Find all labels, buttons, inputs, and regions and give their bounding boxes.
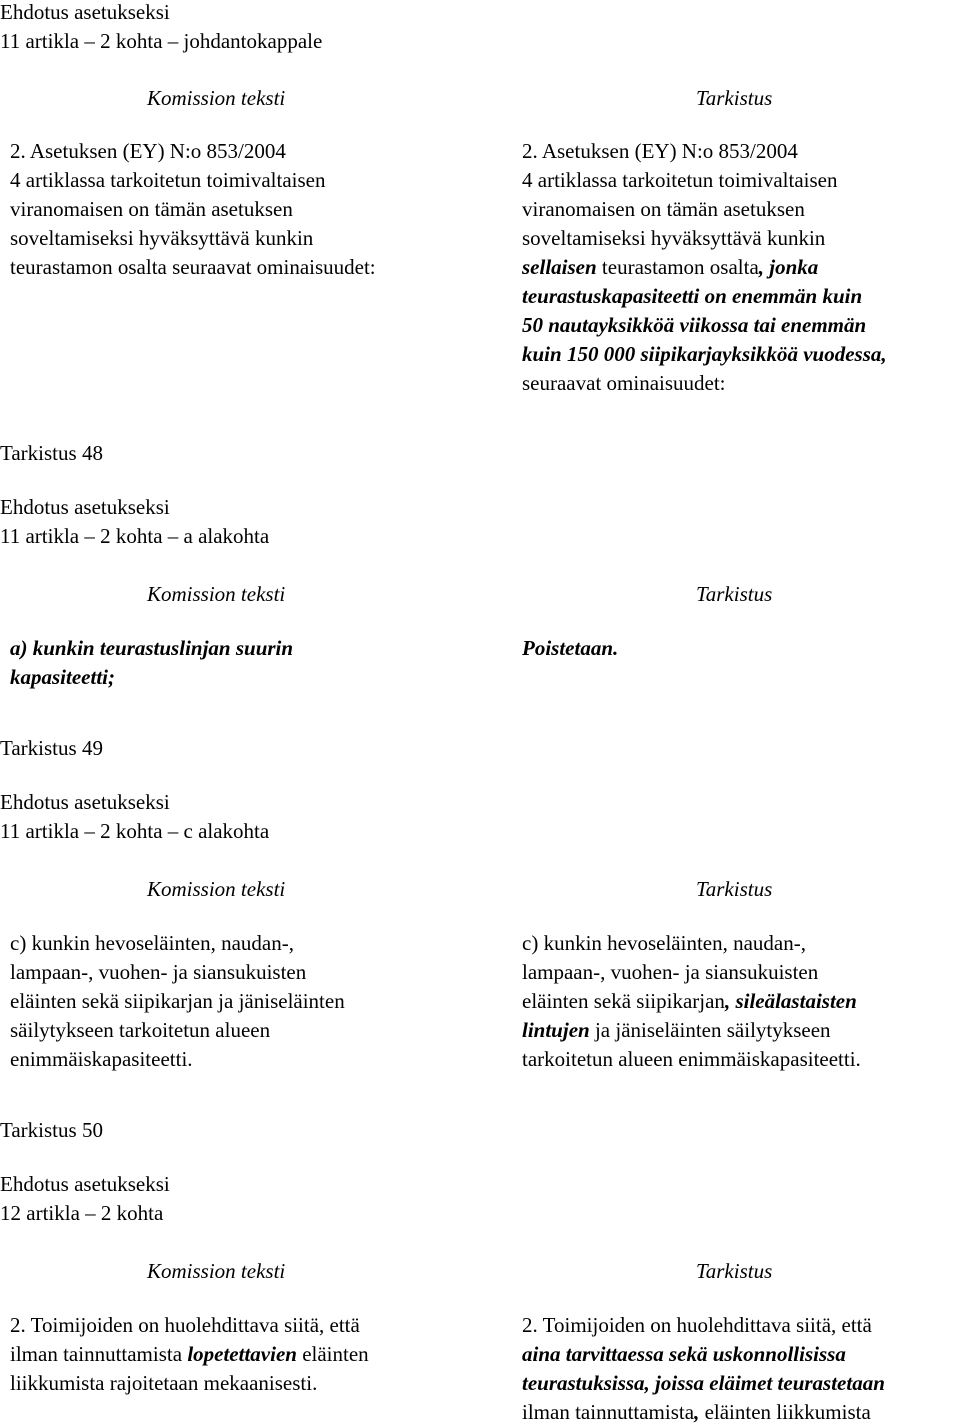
text-line — [522, 1311, 885, 1340]
text-segment: ilman tainnuttamista — [522, 1400, 695, 1424]
amended-text: Poistetaan. — [522, 636, 619, 660]
proposal-title: Ehdotus asetukseksi — [0, 790, 170, 814]
text-line — [522, 282, 887, 311]
text-segment: liikkumista rajoitetaan mekaanisesti. — [10, 1371, 318, 1395]
text-line — [10, 663, 293, 692]
text-segment: eläinten sekä siipikarjan — [522, 989, 725, 1013]
amended-text: teurastuksissa, joissa eläimet teurastetaan — [522, 1371, 885, 1395]
text-segment: 4 artiklassa tarkoitetun toimivaltaisen — [522, 168, 838, 192]
text-line: 2. Asetuksen (EY) N:o 853/2004 — [10, 139, 286, 163]
block2-subheader — [0, 493, 269, 551]
commission-text-header: Komission teksti — [147, 582, 286, 606]
text-line: säilytykseen tarkoitetun alueen — [10, 1018, 271, 1042]
text-line — [10, 1311, 369, 1340]
text-line: soveltamiseksi hyväksyttävä kunkin — [10, 226, 314, 250]
proposal-title: Ehdotus asetukseksi — [0, 0, 170, 24]
amendment-header: Tarkistus — [696, 877, 773, 901]
block3-header — [0, 734, 103, 763]
text-segment: seuraavat ominaisuudet: — [522, 371, 726, 395]
text-segment: viranomaisen on tämän asetuksen — [522, 197, 805, 221]
amended-text: , jonka — [758, 255, 819, 279]
amended-text: a) kunkin teurastuslinjan suurin — [10, 636, 294, 660]
commission-text-column — [10, 929, 345, 1074]
amended-text: kuin 150 000 siipikarjayksikköä vuodessa, — [522, 342, 887, 366]
text-line — [522, 1398, 885, 1427]
text-line — [522, 137, 887, 166]
text-line — [522, 195, 887, 224]
text-segment: soveltamiseksi hyväksyttävä kunkin — [522, 226, 826, 250]
amendment-header: Tarkistus — [696, 582, 773, 606]
amendment-text-column — [522, 137, 887, 398]
commission-text-column — [10, 634, 293, 692]
text-segment: c) kunkin hevoseläinten, naudan-, — [522, 931, 806, 955]
amendment-text-column — [522, 1311, 885, 1427]
text-line — [10, 1369, 369, 1398]
text-line — [522, 224, 887, 253]
text-line: lampaan-, vuohen- ja siansukuisten — [10, 960, 307, 984]
text-line — [522, 1016, 861, 1045]
amended-text: 50 nautayksikköä viikossa tai enemmän — [522, 313, 867, 337]
text-segment: 2. Toimijoiden on huolehdittava siitä, että — [522, 1313, 872, 1337]
text-line — [522, 253, 887, 282]
block4-header — [0, 1116, 103, 1145]
text-segment: teurastamon osalta — [596, 255, 759, 279]
block1-header — [0, 0, 322, 56]
text-segment: 2. Asetuksen (EY) N:o 853/2004 — [522, 139, 798, 163]
text-line — [522, 311, 887, 340]
amendment-header: Tarkistus — [696, 1259, 773, 1283]
article-reference: 12 artikla – 2 kohta — [0, 1201, 164, 1225]
text-segment: lampaan-, vuohen- ja siansukuisten — [522, 960, 819, 984]
text-segment: ja jäniseläinten säilytykseen — [589, 1018, 831, 1042]
commission-text-column — [10, 137, 376, 282]
text-line — [522, 1340, 885, 1369]
amended-text: , sileälastaisten — [724, 989, 857, 1013]
proposal-title: Ehdotus asetukseksi — [0, 495, 170, 519]
text-line — [522, 340, 887, 369]
text-line — [10, 1340, 369, 1369]
amended-text: teurastuskapasiteetti on enemmän kuin — [522, 284, 863, 308]
text-line: viranomaisen on tämän asetuksen — [10, 197, 293, 221]
block3-subheader — [0, 788, 269, 846]
amendment-text-column — [522, 929, 861, 1074]
amendment-number: Tarkistus 49 — [0, 736, 103, 760]
article-reference: 11 artikla – 2 kohta – c alakohta — [0, 819, 270, 843]
amendment-number: Tarkistus 50 — [0, 1118, 103, 1142]
text-line — [522, 987, 861, 1016]
text-line — [10, 634, 293, 663]
amended-text: lopetettavien — [187, 1342, 297, 1366]
text-line — [522, 166, 887, 195]
text-line — [522, 958, 861, 987]
text-line: 4 artiklassa tarkoitetun toimivaltaisen — [10, 168, 326, 192]
text-line: eläinten sekä siipikarjan ja jäniseläinten — [10, 989, 345, 1013]
commission-text-header: Komission teksti — [147, 86, 286, 110]
amendment-header: Tarkistus — [696, 86, 773, 110]
text-line — [522, 1369, 885, 1398]
block2-header — [0, 439, 103, 468]
text-line — [522, 634, 618, 663]
text-line: enimmäiskapasiteetti. — [10, 1047, 193, 1071]
amended-text: sellaisen — [522, 255, 597, 279]
article-reference: 11 artikla – 2 kohta – johdantokappale — [0, 29, 323, 53]
text-segment: eläinten — [296, 1342, 369, 1366]
amended-text: kapasiteetti; — [10, 665, 115, 689]
text-line: teurastamon osalta seuraavat ominaisuudet: — [10, 255, 376, 279]
amended-text: lintujen — [522, 1018, 590, 1042]
block4-subheader — [0, 1170, 170, 1228]
text-line — [522, 929, 861, 958]
text-line — [522, 1045, 861, 1074]
text-line: c) kunkin hevoseläinten, naudan-, — [10, 931, 294, 955]
text-segment: tarkoitetun alueen enimmäiskapasiteetti. — [522, 1047, 861, 1071]
commission-text-column — [10, 1311, 369, 1398]
text-segment: 2. Toimijoiden on huolehdittava siitä, että — [10, 1313, 360, 1337]
article-reference: 11 artikla – 2 kohta – a alakohta — [0, 524, 270, 548]
commission-text-header: Komission teksti — [147, 877, 286, 901]
amended-text: , — [694, 1400, 700, 1424]
text-segment: eläinten liikkumista — [699, 1400, 871, 1424]
text-segment: ilman tainnuttamista — [10, 1342, 188, 1366]
text-line — [522, 369, 887, 398]
proposal-title: Ehdotus asetukseksi — [0, 1172, 170, 1196]
amended-text: aina tarvittaessa sekä uskonnollisissa — [522, 1342, 846, 1366]
amendment-text-column — [522, 634, 618, 663]
amendment-number: Tarkistus 48 — [0, 441, 103, 465]
commission-text-header: Komission teksti — [147, 1259, 286, 1283]
